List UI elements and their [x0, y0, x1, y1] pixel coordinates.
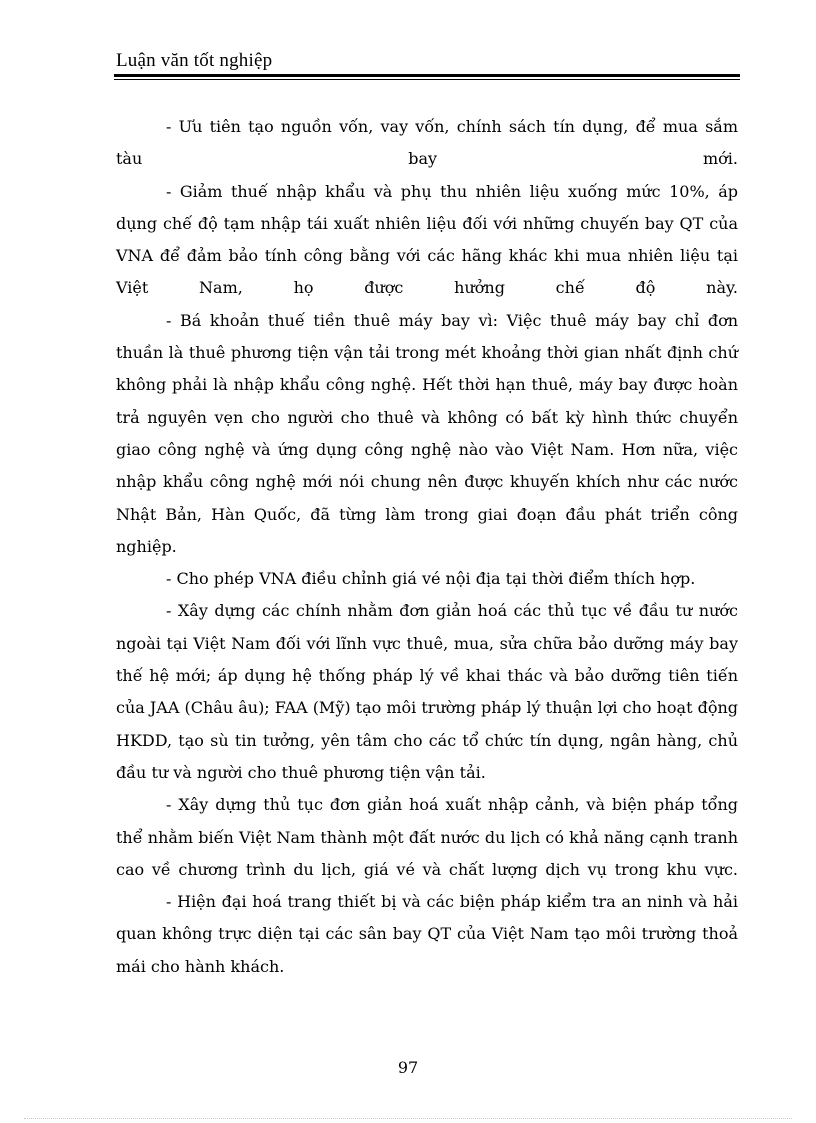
header-rule-thick: [114, 74, 740, 77]
paragraph: - Ưu tiên tạo nguồn vốn, vay vốn, chính sách tín dụng, để mua sắm tàu bay mới.: [116, 117, 738, 169]
header-rule-thin: [114, 79, 740, 80]
paragraph: - Xây dựng thủ tục đơn giản hoá xuất nhập cảnh, và biện pháp tổng thể nhằm biến Việt Nam thành một đất nước du lịch có khả năng cạnh tranh cao về chương trình du lịch, giá vé và chất lượng dịch vụ trong khu vực.: [116, 795, 738, 879]
paragraph: - Hiện đại hoá trang thiết bị và các biện pháp kiểm tra an ninh và hải quan không trực diện tại các sân bay QT của Việt Nam tạo môi trường thoả mái cho hành khách.: [116, 892, 738, 976]
paragraph: - Xây dựng các chính nhằm đơn giản hoá các thủ tục về đầu tư nước ngoài tại Việt Nam đối với lĩnh vực thuê, mua, sửa chữa bảo dưỡng máy bay thế hệ mới; áp dụng hệ thống pháp lý về khai thác và bảo dưỡng tiên tiến của JAA (Châu âu); FAA (Mỹ) tạo môi trường pháp lý thuận lợi cho hoạt động HKDD, tạo sù tin tưởng, yên tâm cho các tổ chức tín dụng, ngân hàng, chủ đầu tư và người cho thuê phương tiện vận tải.: [116, 601, 738, 782]
page-header-title: Luận văn tốt nghiệp: [116, 50, 273, 71]
page-number: 97: [397, 1058, 419, 1077]
page-bottom-border: [24, 1118, 792, 1119]
paragraph: - Bá khoản thuế tiền thuê máy bay vì: Việc thuê máy bay chỉ đơn thuần là thuê phương tiện vận tải trong mét khoảng thời gian nhất định chứ không phải là nhập khẩu công nghệ. Hết thời hạn thuê, máy bay được hoàn trả nguyên vẹn cho người cho thuê và không có bất kỳ hình thức chuyển giao công nghệ và ứng dụng công nghệ nào vào Việt Nam. Hơn nữa, việc nhập khẩu công nghệ mới nói chung nên được khuyến khích như các nước Nhật Bản, Hàn Quốc, đã từng làm trong giai đoạn đầu phát triển công nghiệp.: [116, 310, 738, 556]
body-text: [116, 111, 738, 983]
paragraph: - Cho phép VNA điều chỉnh giá vé nội địa tại thời điểm thích hợp.: [166, 569, 696, 589]
paragraph: - Giảm thuế nhập khẩu và phụ thu nhiên liệu xuống mức 10%, áp dụng chế độ tạm nhập tái xuất nhiên liệu đối với những chuyến bay QT của VNA để đảm bảo tính công bằng với các hãng khác khi mua nhiên liệu tại Việt Nam, họ được hưởng chế độ này.: [116, 181, 738, 298]
